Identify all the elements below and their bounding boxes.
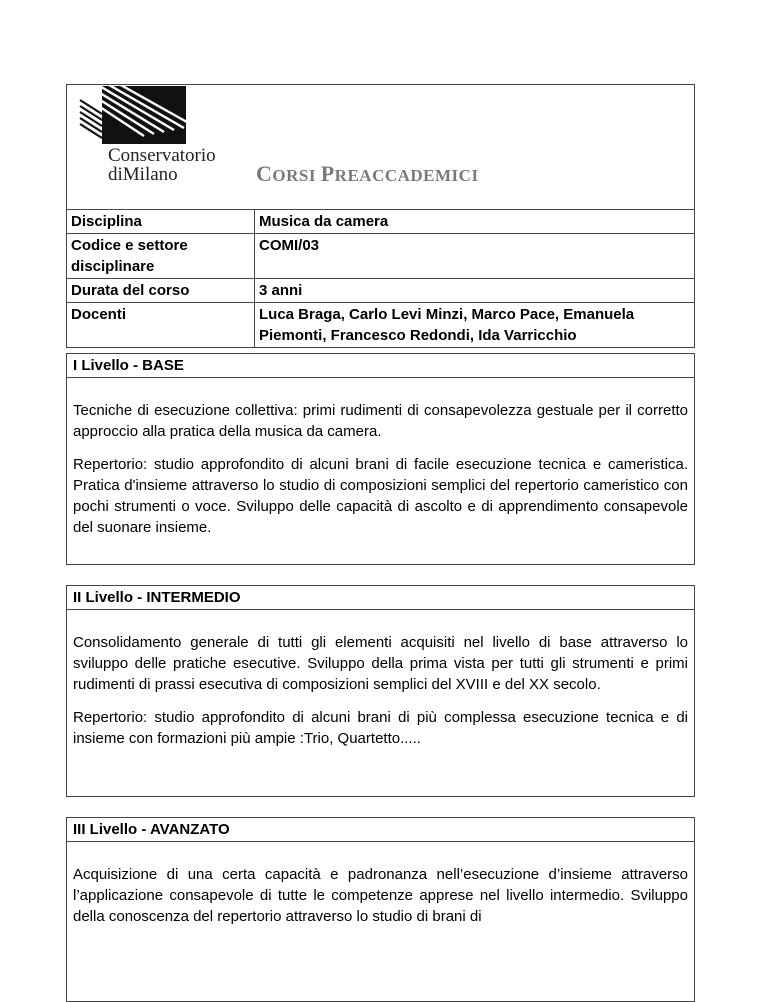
info-row xyxy=(67,303,695,348)
level-2-paragraph-2: Repertorio: studio approfondito di alcuni brani di più complessa esecuzione tecnica e di insieme con formazioni più ampie :Trio, Quartetto..... xyxy=(73,709,688,747)
level-2-paragraph-1: Consolidamento generale di tutti gli elementi acquisiti nel livello di base attraverso lo sviluppo delle pratiche esecutive. Sviluppo della prima vista per tutti gli strumenti e primi rudimenti di prassi esecutiva di composizioni semplici del XVIII e del XX secolo. xyxy=(73,634,688,693)
level-3-paragraph-1: Acquisizione di una certa capacità e padronanza nell’esecuzione d’insieme attraverso l’applicazione consapevole di tutte le competenze apprese nel livello intermedio. Sviluppo della conoscenza del repertorio attraverso lo studio di brani di xyxy=(73,866,688,925)
level-2-title: II Livello - INTERMEDIO xyxy=(67,586,694,610)
info-row xyxy=(67,210,695,234)
level-3-section xyxy=(66,817,695,1002)
info-value: Luca Braga, Carlo Levi Minzi, Marco Pace, Emanuela Piemonti, Francesco Redondi, Ida Varricchio xyxy=(255,303,695,348)
info-label: Codice e settore disciplinare xyxy=(67,234,255,279)
course-info-table xyxy=(66,209,695,348)
level-1-paragraph-2: Repertorio: studio approfondito di alcuni brani di facile esecuzione tecnica e cameristica. Pratica d'insieme attraverso lo studio di composizioni semplici del repertorio cameristico con pochi strumenti o voce. Sviluppo delle capacità di ascolto e di apprendimento consapevole del suonare insieme. xyxy=(73,456,688,536)
title-cap-1: C xyxy=(256,161,273,186)
level-1-paragraph-1: Tecniche di esecuzione collettiva: primi rudimenti di consapevolezza gestuale per il corretto approccio alla pratica della musica da camera. xyxy=(73,402,688,440)
info-row xyxy=(67,234,695,279)
page-title xyxy=(256,161,479,187)
logo-line-1: Conservatorio xyxy=(108,145,216,166)
info-row xyxy=(67,279,695,303)
info-value: 3 anni xyxy=(255,279,695,303)
title-rest-1: ORSI xyxy=(272,166,321,185)
level-1-section xyxy=(66,353,695,565)
level-3-title: III Livello - AVANZATO xyxy=(67,818,694,842)
info-value: COMI/03 xyxy=(255,234,695,279)
logo-text xyxy=(108,146,216,184)
info-label: Docenti xyxy=(67,303,255,348)
level-1-title: I Livello - BASE xyxy=(67,354,694,378)
title-cap-2: P xyxy=(320,161,335,186)
level-2-section xyxy=(66,585,695,797)
title-rest-2: REACCADEMICI xyxy=(334,166,479,185)
info-label: Durata del corso xyxy=(67,279,255,303)
logo-line-2: diMilano xyxy=(108,164,178,185)
info-label: Disciplina xyxy=(67,210,255,234)
info-value: Musica da camera xyxy=(255,210,695,234)
